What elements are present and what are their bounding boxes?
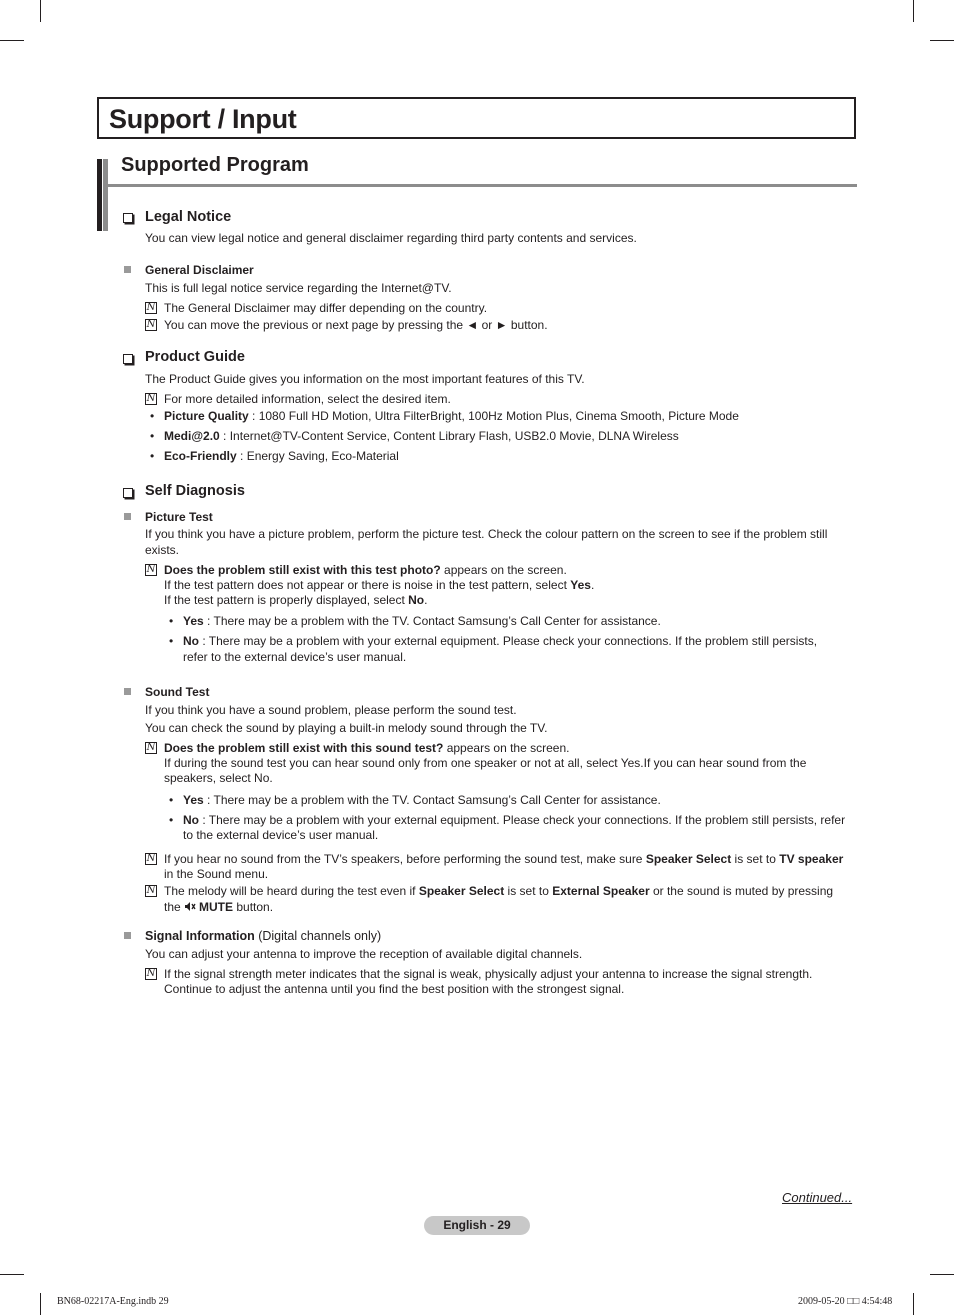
- sound-test-title: Sound Test: [145, 685, 210, 699]
- square-bullet-icon: [124, 266, 131, 273]
- guide-item: Picture Quality : 1080 Full HD Motion, Ultra FilterBright, 100Hz Motion Plus, Cinema Smooth, Picture Mode: [164, 409, 739, 423]
- crop-mark: [930, 1274, 954, 1275]
- signal-info-title: Signal Information (Digital channels only): [145, 929, 382, 943]
- heading-product-guide: Product Guide: [145, 349, 245, 365]
- checkbox-bullet-icon: [123, 354, 133, 364]
- note-text: If the test pattern does not appear or there is noise in the test pattern, select Yes.: [164, 578, 595, 592]
- note-text: You can move the previous or next page by pressing the ◄ or ► button.: [164, 318, 548, 332]
- note-text: The melody will be heard during the test even if Speaker Select is set to External Speaker or the sound is muted by pressing: [164, 884, 834, 898]
- crop-mark: [40, 1293, 41, 1315]
- section-bar: [97, 159, 102, 231]
- note-text: the MUTE button.: [164, 900, 274, 914]
- crop-mark: [40, 0, 41, 22]
- note-icon: N: [146, 319, 156, 330]
- note-icon: N: [146, 885, 156, 896]
- section-title: Supported Program: [121, 154, 309, 176]
- picture-test-text: exists.: [145, 543, 180, 557]
- note-text: in the Sound menu.: [164, 867, 269, 881]
- bullet-icon: •: [150, 409, 155, 423]
- note-text: If the signal strength meter indicates that the signal is weak, physically adjust your antenna to increase the signal strength.: [164, 967, 813, 981]
- bullet-icon: •: [169, 793, 174, 807]
- bullet-icon: •: [169, 614, 174, 628]
- picture-test-no: refer to the external device’s user manual.: [183, 650, 407, 664]
- note-text: Does the problem still exist with this sound test? appears on the screen.: [164, 741, 570, 755]
- note-text: If you hear no sound from the TV’s speakers, before performing the sound test, make sure Speaker Select is set to TV speaker: [164, 852, 844, 866]
- sound-test-no: No : There may be a problem with your external equipment. Please check your connections. If the problem still persists, refer: [183, 813, 846, 827]
- crop-mark: [0, 40, 24, 41]
- legal-intro: You can view legal notice and general disclaimer regarding third party contents and services.: [145, 231, 637, 245]
- note-text: If the test pattern is properly displayed, select No.: [164, 593, 428, 607]
- page-number: English - 29: [424, 1216, 530, 1235]
- section-bar-shade: [103, 159, 108, 231]
- chapter-title: Support / Input: [109, 104, 297, 134]
- note-icon: N: [146, 564, 156, 575]
- signal-info-text: You can adjust your antenna to improve the reception of available digital channels.: [145, 947, 583, 961]
- bullet-icon: •: [169, 813, 174, 827]
- heading-self-diagnosis: Self Diagnosis: [145, 483, 245, 499]
- print-slug-right: 2009-05-20 □□ 4:54:48: [798, 1296, 893, 1307]
- sound-test-text: If you think you have a sound problem, please perform the sound test.: [145, 703, 517, 717]
- note-icon: N: [146, 968, 156, 979]
- note-text: speakers, select No.: [164, 771, 273, 785]
- note-text: For more detailed information, select the desired item.: [164, 392, 451, 406]
- square-bullet-icon: [124, 932, 131, 939]
- picture-test-yes: Yes : There may be a problem with the TV. Contact Samsung’s Call Center for assistance.: [183, 614, 661, 628]
- crop-mark: [913, 0, 914, 22]
- picture-test-title: Picture Test: [145, 510, 213, 524]
- heading-legal-notice: Legal Notice: [145, 209, 232, 225]
- picture-test-text: If you think you have a picture problem, perform the picture test. Check the colour pattern on the screen to see if the problem still: [145, 527, 828, 541]
- note-icon: N: [146, 742, 156, 753]
- guide-intro: The Product Guide gives you information on the most important features of this TV.: [145, 372, 585, 386]
- general-disclaimer-text: This is full legal notice service regarding the Internet@TV.: [145, 281, 452, 295]
- note-text: Does the problem still exist with this test photo? appears on the screen.: [164, 563, 567, 577]
- crop-mark: [0, 1274, 24, 1275]
- guide-item: Eco-Friendly : Energy Saving, Eco-Material: [164, 449, 399, 463]
- sound-test-text: You can check the sound by playing a built-in melody sound through the TV.: [145, 721, 548, 735]
- note-icon: N: [146, 853, 156, 864]
- continued-label: Continued...: [782, 1190, 853, 1205]
- bullet-icon: •: [150, 429, 155, 443]
- note-text: Continue to adjust the antenna until you find the best position with the strongest signal.: [164, 982, 625, 996]
- section-rule: [108, 184, 857, 187]
- picture-test-no: No : There may be a problem with your external equipment. Please check your connections. If the problem still persists,: [183, 634, 818, 648]
- general-disclaimer-title: General Disclaimer: [145, 263, 254, 277]
- chapter-header-box: [97, 97, 856, 139]
- bullet-icon: •: [150, 449, 155, 463]
- checkbox-bullet-icon: [123, 213, 133, 223]
- bullet-icon: •: [169, 634, 174, 648]
- checkbox-bullet-icon: [123, 488, 133, 498]
- crop-mark: [913, 1293, 914, 1315]
- print-slug-left: BN68-02217A-Eng.indb 29: [57, 1296, 169, 1307]
- note-text: If during the sound test you can hear sound only from one speaker or not at all, select Yes.If you can hear sound from the: [164, 756, 807, 770]
- note-icon: N: [146, 302, 156, 313]
- sound-test-yes: Yes : There may be a problem with the TV. Contact Samsung’s Call Center for assistance.: [183, 793, 661, 807]
- note-text: The General Disclaimer may differ depending on the country.: [164, 301, 488, 315]
- sound-test-no: to the external device’s user manual.: [183, 828, 379, 842]
- square-bullet-icon: [124, 688, 131, 695]
- note-icon: N: [146, 393, 156, 404]
- mute-icon: [184, 901, 196, 912]
- square-bullet-icon: [124, 513, 131, 520]
- guide-item: Medi@2.0 : Internet@TV-Content Service, Content Library Flash, USB2.0 Movie, DLNA Wireless: [164, 429, 679, 443]
- crop-mark: [930, 40, 954, 41]
